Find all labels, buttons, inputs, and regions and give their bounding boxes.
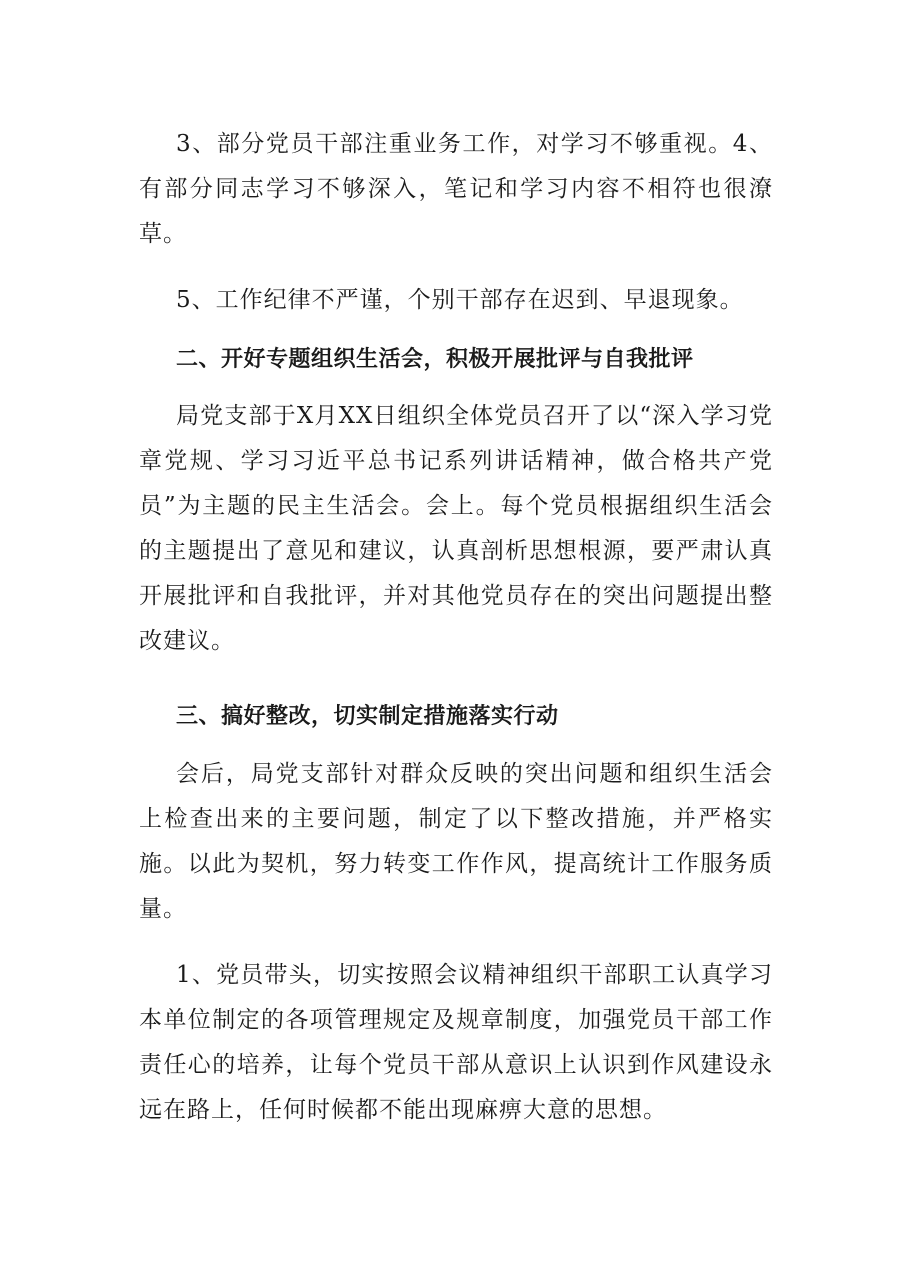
paragraph-measure-1: 1、党员带头，切实按照会议精神组织干部职工认真学习本单位制定的各项管理规定及规章制度，加强党员干部工作责任心的培养，让每个党员干部从意识上认识到作风建设永远在路上，任何时候都不能出现麻痹大意的思想。 (139, 962, 773, 1123)
paragraph-problem-5: 5、工作纪律不严谨，个别干部存在迟到、早退现象。 (176, 287, 744, 313)
paragraph-section-2-body: 局党支部于X月XX日组织全体党员召开了以“深入学习党章党规、学习习近平总书记系列讲话精神，做合格共产党员”为主题的民主生活会。会上。每个党员根据组织生活会的主题提出了意见和建议，认真剖析思想根源，要严肃认真开展批评和自我批评，并对其他党员存在的突出问题提出整改建议。 (139, 403, 773, 654)
paragraph-section-3-body: 会后，局党支部针对群众反映的突出问题和组织生活会上检查出来的主要问题，制定了以下整改措施，并严格实施。以此为契机，努力转变工作作风，提高统计工作服务质量。 (139, 761, 773, 922)
section-heading-2: 二、开好专题组织生活会，积极开展批评与自我批评 (176, 347, 694, 372)
paragraph-problem-3-4: 3、部分党员干部注重业务工作，对学习不够重视。4、有部分同志学习不够深入，笔记和学习内容不相符也很潦草。 (139, 131, 773, 247)
section-heading-3: 三、搞好整改，切实制定措施落实行动 (176, 704, 559, 729)
